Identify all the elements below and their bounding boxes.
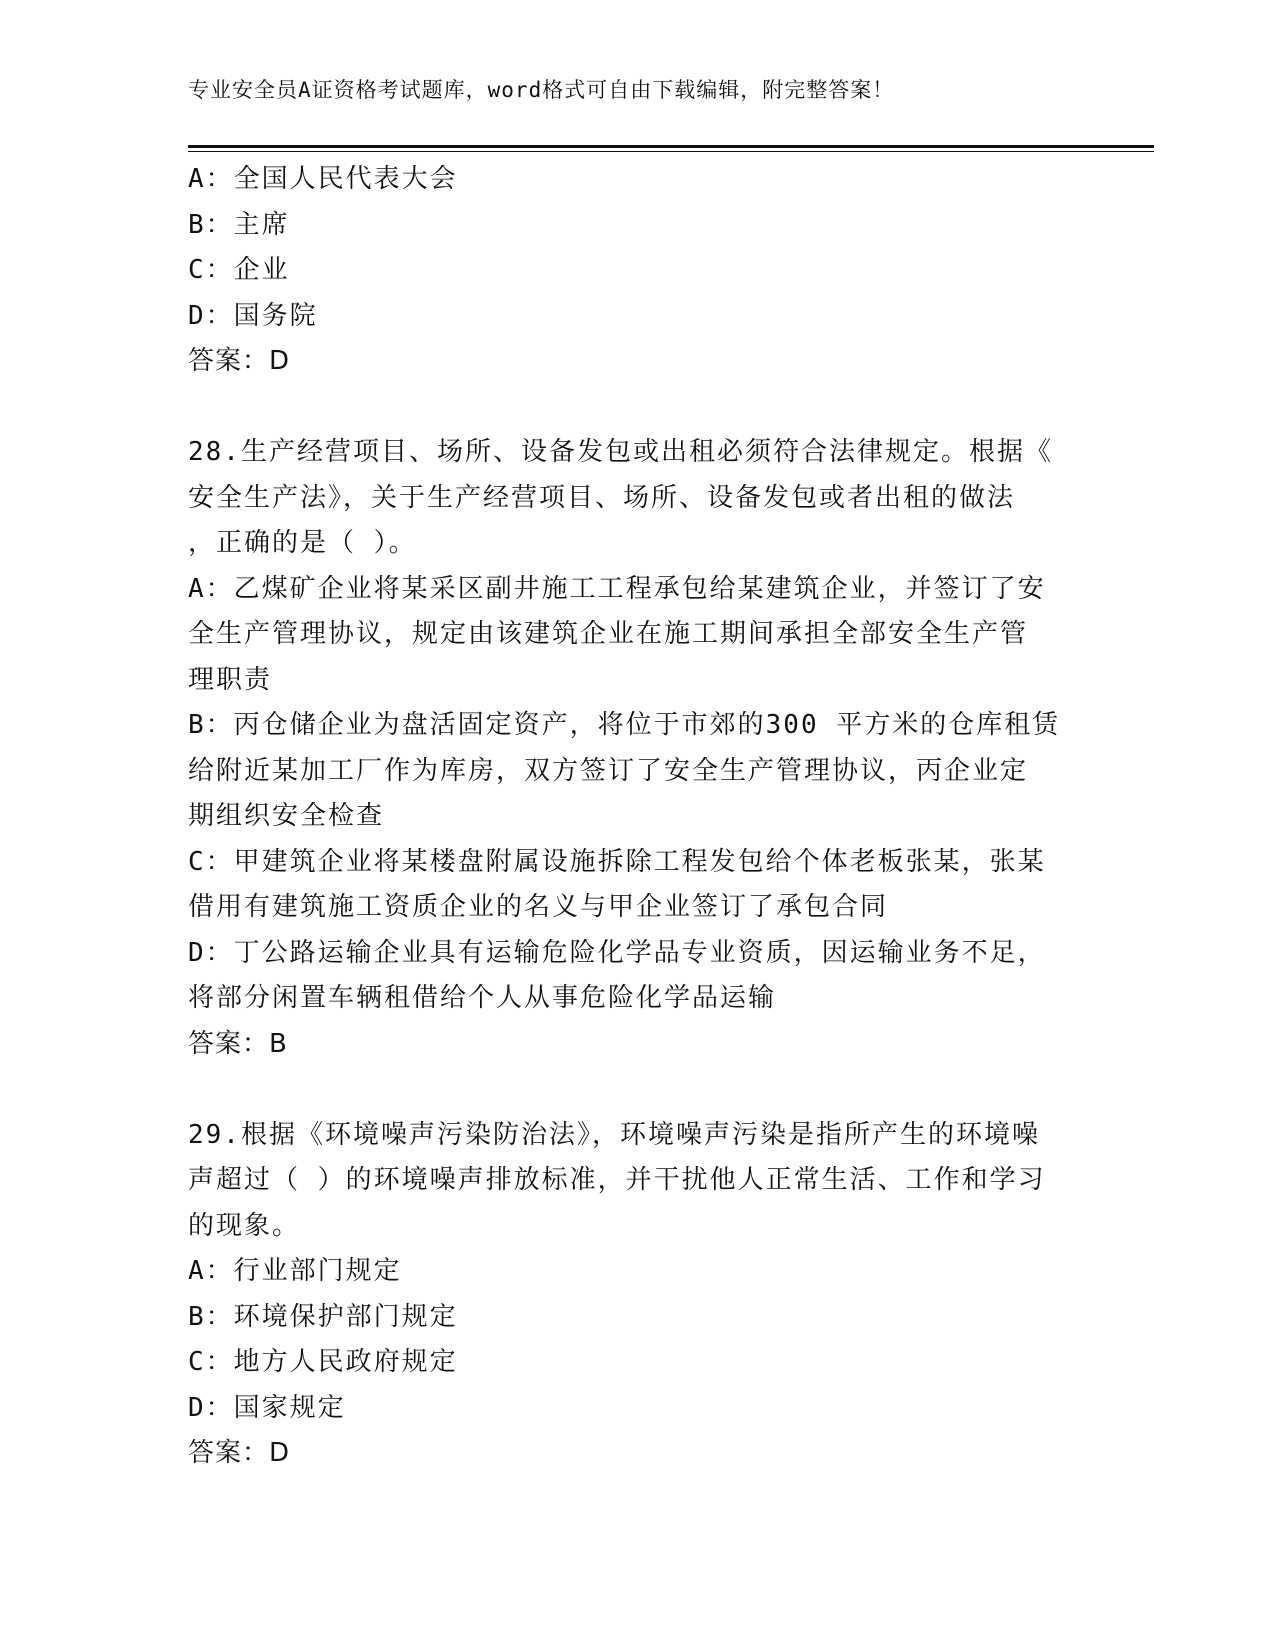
question-stem-line: ，正确的是（ ）。 bbox=[188, 528, 417, 558]
option-a: A：行业部门规定 bbox=[188, 1256, 402, 1286]
option-b-line: B：丙仓储企业为盘活固定资产，将位于市郊的300 平方米的仓库租赁 bbox=[188, 710, 1061, 740]
option-d-line: D：丁公路运输企业具有运输危险化学品专业资质，因运输业务不足， bbox=[188, 937, 1046, 968]
option-c-line: C：甲建筑企业将某楼盘附属设施拆除工程发包给个体老板张某，张某 bbox=[188, 846, 1046, 877]
option-a-line: 理职责 bbox=[188, 664, 273, 695]
page-header: 专业安全员A证资格考试题库，word格式可自由下载编辑，附完整答案！ bbox=[188, 78, 895, 102]
question-stem-line: 的现象。 bbox=[188, 1210, 301, 1241]
option-a-line: 全生产管理协议，规定由该建筑企业在施工期间承担全部安全生产管 bbox=[188, 619, 1029, 649]
document-body bbox=[188, 157, 1088, 1477]
option-d: D：国家规定 bbox=[188, 1392, 346, 1423]
question-stem-line: 28.生产经营项目、场所、设备发包或出租必须符合法律规定。根据《 bbox=[188, 437, 1053, 467]
option-c-line: 借用有建筑施工资质企业的名义与甲企业签订了承包合同 bbox=[188, 892, 889, 922]
spacer bbox=[188, 385, 1088, 431]
option-d: D：国务院 bbox=[188, 300, 318, 331]
option-c: C：地方人民政府规定 bbox=[188, 1347, 458, 1377]
spacer bbox=[188, 1067, 1088, 1113]
answer: 答案：D bbox=[188, 1438, 291, 1468]
question-stem-line: 安全生产法》，关于生产经营项目、场所、设备发包或者出租的做法 bbox=[188, 482, 1016, 513]
option-b-line: 期组织安全检查 bbox=[188, 801, 385, 831]
option-b: B：环境保护部门规定 bbox=[188, 1301, 458, 1332]
question-stem-line: 29.根据《环境噪声污染防治法》，环境噪声污染是指所产生的环境噪 bbox=[188, 1119, 1040, 1150]
option-b-line: 给附近某加工厂作为库房，双方签订了安全生产管理协议，丙企业定 bbox=[188, 755, 1029, 786]
question-27 bbox=[188, 157, 1088, 385]
option-d-line: 将部分闲置车辆租借给个人从事危险化学品运输 bbox=[188, 983, 777, 1013]
question-28 bbox=[188, 430, 1088, 1067]
header-rule-thick bbox=[188, 145, 1154, 148]
question-29 bbox=[188, 1113, 1088, 1477]
option-a-line: A：乙煤矿企业将某采区副井施工工程承包给某建筑企业，并签订了安 bbox=[188, 573, 1046, 604]
answer: 答案：B bbox=[188, 1028, 288, 1059]
answer: 答案：D bbox=[188, 346, 291, 376]
option-b: B：主席 bbox=[188, 209, 290, 240]
question-stem-line: 声超过（ ）的环境噪声排放标准，并干扰他人正常生活、工作和学习 bbox=[188, 1165, 1046, 1195]
option-a: A：全国人民代表大会 bbox=[188, 164, 458, 194]
header-rule-thin bbox=[188, 151, 1154, 152]
option-c: C：企业 bbox=[188, 255, 290, 285]
